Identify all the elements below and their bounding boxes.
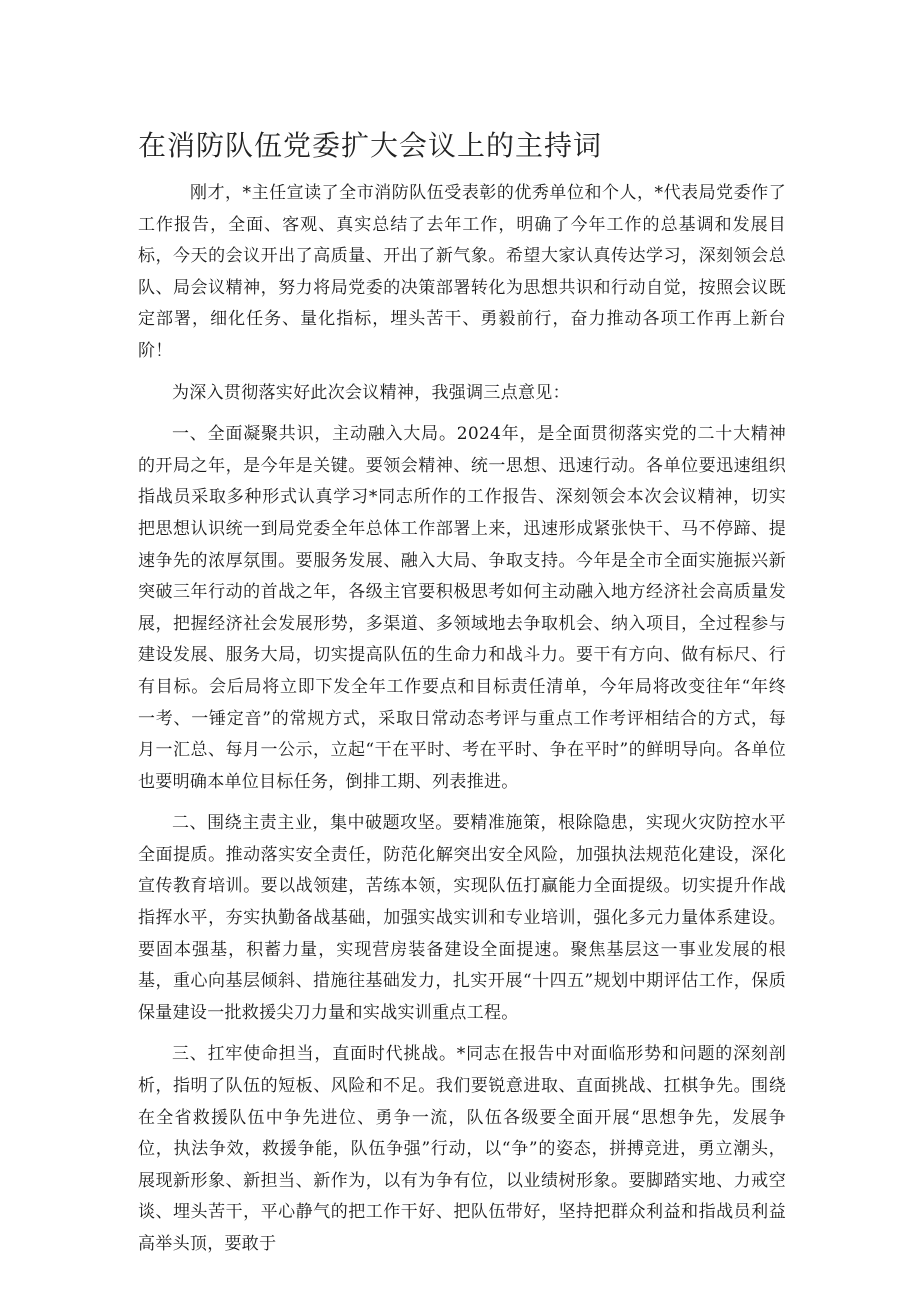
paragraph-point-two: 二、围绕主责主业，集中破题攻坚。要精准施策，根除隐患，实现火灾防控水平全面提质。推动落实安全责任，防范化解突出安全风险，加强执法规范化建设，深化宣传教育培训。要以战领建，苦练本领，实现队伍打赢能力全面提级。切实提升作战指挥水平，夯实执勤备战基础，加强实战实训和专业培训，强化多元力量体系建设。要固本强基，积蓄力量，实现营房装备建设全面提速。聚焦基层这一事业发展的根基，重心向基层倾斜、措施往基础发力，扎实开展“十四五”规划中期评估工作，保质保量建设一批救援尖刀力量和实战实训重点工程。 — [138, 813, 786, 1023]
paragraph-opening: 刚才，*主任宣读了全市消防队伍受表彰的优秀单位和个人，*代表局党委作了工作报告，全面、客观、真实总结了去年工作，明确了今年工作的总基调和发展目标，今天的会议开出了高质量、开出了新气象。希望大家认真传达学习，深刻领会总队、局会议精神，努力将局党委的决策部署转化为思想共识和行动自觉，按照会议既定部署，细化任务、量化指标，埋头苦干、勇毅前行，奋力推动各项工作再上新台阶！ — [138, 183, 786, 361]
paragraph-intro: 为深入贯彻落实好此次会议精神，我强调三点意见： — [172, 382, 570, 403]
document-title: 在消防队伍党委扩大会议上的主持词 — [138, 129, 603, 162]
paragraph-point-one: 一、全面凝聚共识，主动融入大局。2024年，是全面贯彻落实党的二十大精神的开局之年，是今年是关键。要领会精神、统一思想、迅速行动。各单位要迅速组织指战员采取多种形式认真学习*同志所作的工作报告、深刻领会本次会议精神，切实把思想认识统一到局党委全年总体工作部署上来，迅速形成紧张快干、马不停蹄、提速争先的浓厚氛围。要服务发展、融入大局、争取支持。今年是全市全面实施振兴新突破三年行动的首战之年，各级主官要积极思考如何主动融入地方经济社会高质量发展，把握经济社会发展形势，多渠道、多领域地去争取机会、纳入项目，全过程参与建设发展、服务大局，切实提高队伍的生命力和战斗力。要干有方向、做有标尺、行有目标。会后局将立即下发全年工作要点和目标责任清单，今年局将改变往年“年终一考、一锤定音”的常规方式，采取日常动态考评与重点工作考评相结合的方式，每月一汇总、每月一公示，立起“干在平时、考在平时、争在平时”的鲜明导向。各单位也要明确本单位目标任务，倒排工期、列表推进。 — [138, 424, 786, 792]
paragraph-point-three: 三、扛牢使命担当，直面时代挑战。*同志在报告中对面临形势和问题的深刻剖析，指明了队伍的短板、风险和不足。我们要锐意进取、直面挑战、扛棋争先。围绕在全省救援队伍中争先进位、勇争一流，队伍各级要全面开展“思想争先，发展争位，执法争效，救援争能，队伍争强”行动，以“争”的姿态，拼搏竞进，勇立潮头，展现新形象、新担当、新作为，以有为争有位，以业绩树形象。要脚踏实地、力戒空谈、埋头苦干，平心静气的把工作干好、把队伍带好，坚持把群众利益和指战员利益高举头顶，要敢于 — [138, 1044, 786, 1254]
document-body — [138, 178, 786, 1271]
